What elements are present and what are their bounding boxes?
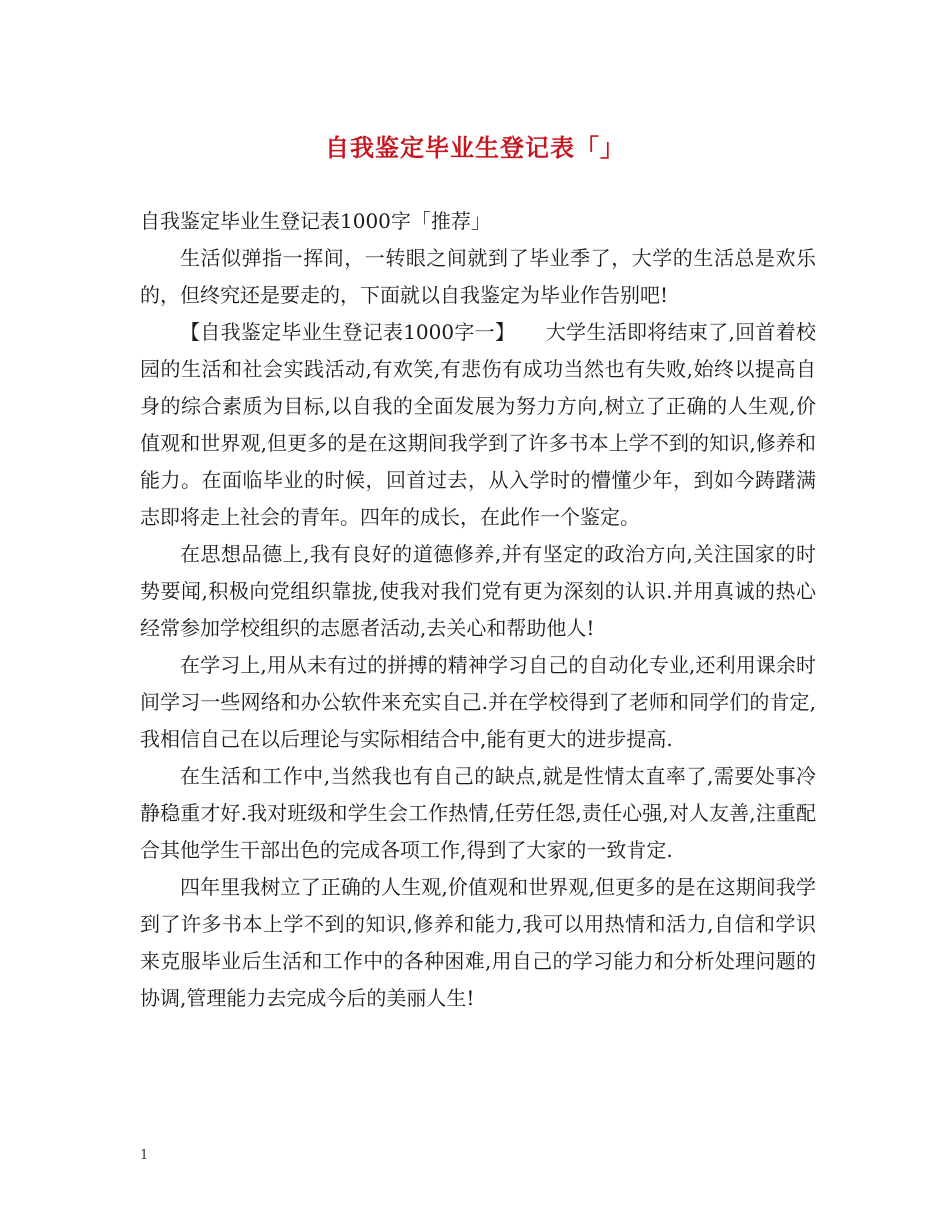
document-title: 自我鉴定毕业生登记表「」 [325,133,625,162]
document-body [140,203,816,1017]
document-subtitle: 自我鉴定毕业生登记表1000字「推荐」 [140,209,491,233]
paragraph-section-one: 【自我鉴定毕业生登记表1000字一】 大学生活即将结束了,回首着校园的生活和社会实践活动,有欢笑,有悲伤有成功当然也有失败,始终以提高自身的综合素质为目标,以自我的全面发展为努力方向,树立了正确的人生观,价值观和世界观,但更多的是在这期间我学到了许多书本上学不到的知识,修养和能力。在面临毕业的时候，回首过去，从入学时的懵懂少年，到如今踌躇满志即将走上社会的青年。四年的成长，在此作一个鉴定。 [140,320,816,529]
page-number: 1 [140,1148,149,1163]
paragraph-moral-character: 在思想品德上,我有良好的道德修养,并有坚定的政治方向,关注国家的时势要闻,积极向党组织靠拢,使我对我们党有更为深刻的认识.并用真诚的热心经常参加学校组织的志愿者活动,去关心和帮助他人! [140,542,816,640]
paragraph-life-work: 在生活和工作中,当然我也有自己的缺点,就是性情太直率了,需要处事冷静稳重才好.我对班级和学生会工作热情,任劳任怨,责任心强,对人友善,注重配合其他学生干部出色的完成各项工作,得到了大家的一致肯定. [140,764,816,862]
paragraph-intro: 生活似弹指一挥间，一转眼之间就到了毕业季了，大学的生活总是欢乐的，但终究还是要走的，下面就以自我鉴定为毕业作告别吧! [140,246,816,307]
paragraph-study: 在学习上,用从未有过的拼搏的精神学习自己的自动化专业,还利用课余时间学习一些网络和办公软件来充实自己.并在学校得到了老师和同学们的肯定,我相信自己在以后理论与实际相结合中,能有更大的进步提高. [140,653,816,751]
paragraph-conclusion: 四年里我树立了正确的人生观,价值观和世界观,但更多的是在这期间我学到了许多书本上学不到的知识,修养和能力,我可以用热情和活力,自信和学识来克服毕业后生活和工作中的各种困难,用自己的学习能力和分析处理问题的协调,管理能力去完成今后的美丽人生! [140,875,816,1010]
